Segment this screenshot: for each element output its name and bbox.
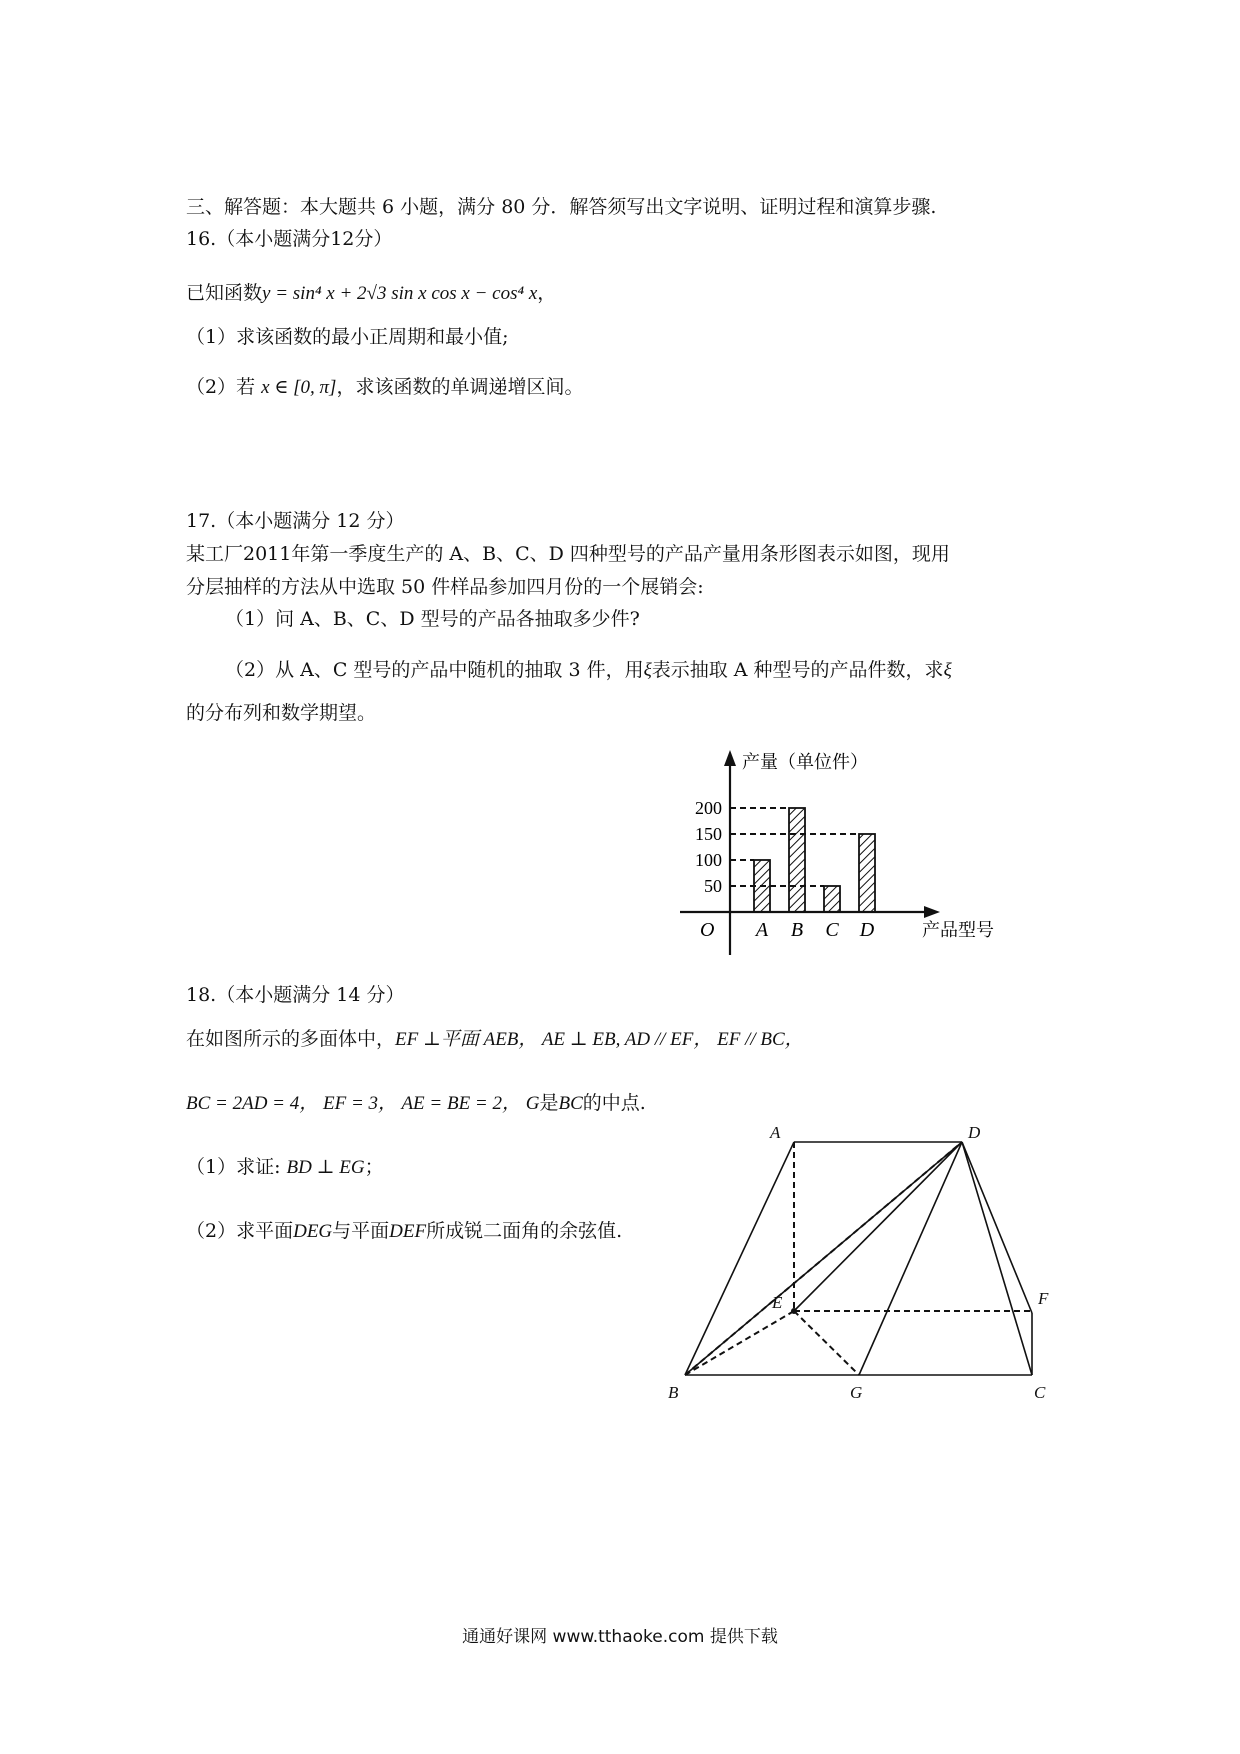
- chart-ytick-label: 50: [704, 876, 722, 896]
- label-F: F: [1038, 1289, 1049, 1308]
- label-D: D: [968, 1123, 981, 1142]
- chart-ytick-label: 100: [695, 850, 722, 870]
- q17-heading: 17.（本小题满分 12 分）: [186, 510, 405, 532]
- label-E: E: [772, 1293, 783, 1312]
- chart-x-label: 产品型号: [922, 920, 994, 940]
- q18-line1-math: EF ⊥平面 AEB， AE ⊥ EB, AD // EF， EF // BC，: [395, 1029, 804, 1050]
- q18-line1: [186, 1030, 804, 1049]
- q18-part1-math: BD ⊥ EG: [286, 1157, 365, 1178]
- page-footer: 通通好课网 www.tthaoke.com 提供下载: [462, 1627, 778, 1647]
- label-A: A: [770, 1123, 781, 1142]
- q18-part2-suffix: 所成锐二面角的余弦值.: [426, 1220, 623, 1242]
- chart-bar-B: [789, 808, 805, 912]
- q16-part2-line: [186, 378, 583, 397]
- q18-line2-mid: 是: [539, 1092, 559, 1114]
- point-E: [791, 1308, 797, 1314]
- production-bar-chart: [660, 740, 1020, 960]
- q16-intro-line: [186, 284, 556, 303]
- q17-line1: 某工厂2011年第一季度生产的 A、B、C、D 四种型号的产品产量用条形图表示如图，现用: [186, 543, 950, 565]
- polyhedron-figure: [660, 1120, 1080, 1410]
- q16-intro: 已知函数: [186, 282, 263, 304]
- q18-part2-deg: DEG: [293, 1221, 333, 1242]
- edge-AB: [685, 1142, 794, 1375]
- edge-DF: [962, 1142, 1032, 1313]
- q18-line2-math: BC = 2AD = 4， EF = 3， AE = BE = 2， G: [186, 1093, 540, 1114]
- q16-part1: （1）求该函数的最小正周期和最小值;: [186, 326, 509, 348]
- chart-category-label-B: B: [790, 919, 804, 941]
- q16-part2-prefix: （2）若: [186, 376, 256, 398]
- section-header: 三、解答题：本大题共 6 小题，满分 80 分．解答须写出文字说明、证明过程和演算步骤.: [186, 196, 937, 218]
- edge-EG-dashed: [794, 1311, 859, 1375]
- q17-part2-a: （2）从 A、C 型号的产品中随机的抽取 3 件，用: [225, 659, 644, 681]
- edge-BE-dashed: [685, 1311, 794, 1375]
- q18-line2-bc: BC: [558, 1093, 583, 1114]
- q16-intro-tail: ，: [537, 282, 557, 304]
- q17-part2-c: 的分布列和数学期望。: [186, 702, 377, 724]
- q16-part2-math: x ∈ [0, π]: [261, 377, 337, 398]
- chart-ytick-label: 150: [695, 824, 722, 844]
- edge-DE-upper: [794, 1142, 962, 1311]
- q17-part1: （1）问 A、B、C、D 型号的产品各抽取多少件?: [225, 608, 640, 630]
- chart-bar-D: [859, 834, 875, 912]
- chart-y-axis-arrow: [724, 750, 736, 766]
- label-G: G: [850, 1383, 863, 1402]
- q18-heading: 18.（本小题满分 14 分）: [186, 984, 405, 1006]
- chart-origin-label: O: [700, 919, 715, 941]
- q18-part2-def: DEF: [389, 1221, 427, 1242]
- edge-DG: [859, 1142, 962, 1375]
- label-C: C: [1034, 1383, 1046, 1402]
- q16-heading: 16.（本小题满分12分）: [186, 228, 393, 250]
- q18-part2-prefix: （2）求平面: [186, 1220, 294, 1242]
- q17-xi-1: ξ: [643, 660, 652, 681]
- q17-part2-b: 表示抽取 A 种型号的产品件数，求: [651, 659, 944, 681]
- q18-part2-mid: 与平面: [332, 1220, 390, 1242]
- q18-line1-prefix: 在如图所示的多面体中，: [186, 1028, 396, 1050]
- chart-y-label: 产量（单位件）: [742, 752, 868, 772]
- q18-part1-prefix: （1）求证:: [186, 1156, 281, 1178]
- label-B: B: [668, 1383, 679, 1402]
- chart-x-axis-arrow: [924, 906, 940, 918]
- chart-bar-C: [824, 886, 840, 912]
- q17-xi-2: ξ: [943, 660, 952, 681]
- q17-line2: 分层抽样的方法从中选取 50 件样品参加四月份的一个展销会:: [186, 576, 704, 598]
- chart-category-label-D: D: [859, 919, 875, 941]
- q18-part2: [186, 1222, 622, 1241]
- q17-part2-line: [225, 661, 952, 680]
- q18-line2: [186, 1094, 646, 1113]
- chart-category-label-A: A: [755, 919, 769, 941]
- chart-category-label-C: C: [825, 919, 839, 941]
- edge-DC: [962, 1142, 1032, 1375]
- q18-part1-suffix: ；: [364, 1156, 384, 1178]
- q18-part1: [186, 1158, 384, 1177]
- q18-line2-suffix: 的中点.: [582, 1092, 646, 1114]
- q16-formula: y = sin⁴ x + 2√3 sin x cos x − cos⁴ x: [262, 283, 538, 304]
- chart-ytick-label: 200: [695, 798, 722, 818]
- q16-part2-suffix: ，求该函数的单调递增区间。: [336, 376, 584, 398]
